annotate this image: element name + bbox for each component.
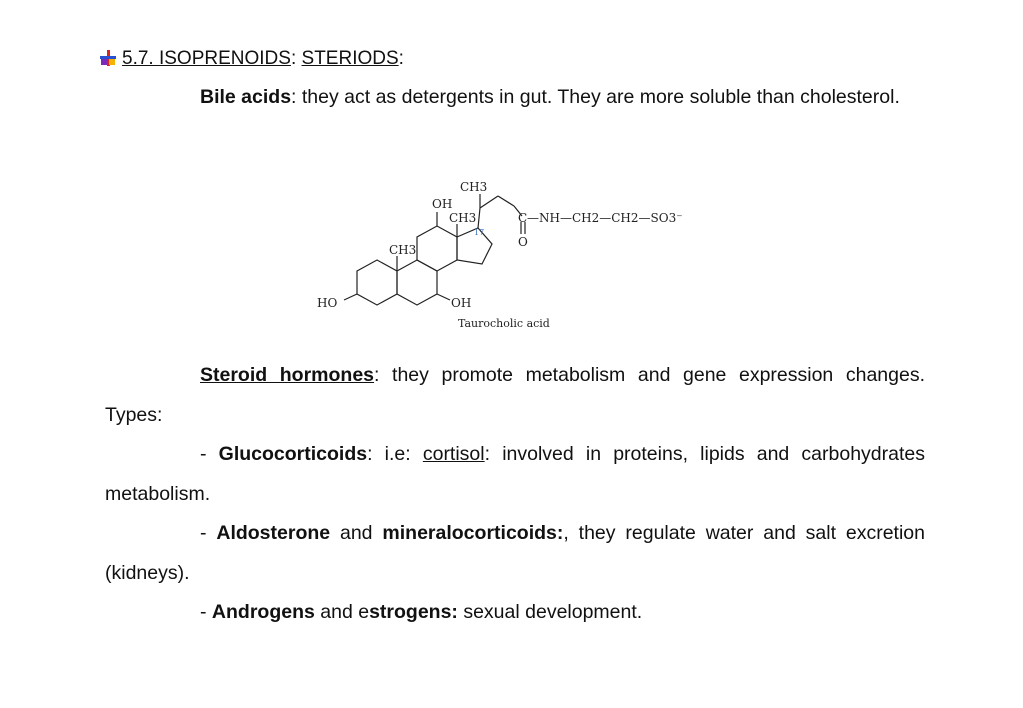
fig-label-ch3-c10: CH3 <box>389 243 417 257</box>
estrogens-term: strogens: <box>369 601 458 623</box>
androgens-term: Androgens <box>211 601 315 623</box>
heading-colon: : <box>398 48 404 69</box>
figure-caption: Taurocholic acid <box>458 317 550 330</box>
fig-label-ch3-top: CH3 <box>460 180 488 194</box>
steroid-hormones-paragraph <box>105 355 925 435</box>
cortisol-term: cortisol <box>422 443 485 465</box>
section-number-title: 5.7. ISOPRENOIDS <box>122 48 291 69</box>
aldosterone-term: Aldosterone <box>216 522 331 544</box>
androgens-dash: - <box>200 601 212 623</box>
aldosterone-paragraph <box>105 513 925 593</box>
fig-label-oh-c7: OH <box>451 296 472 310</box>
fig-label-carbonyl-c: C <box>518 211 528 225</box>
fig-label-carbonyl-o: O <box>518 235 528 249</box>
androgens-text: sexual development. <box>457 601 643 623</box>
taurocholic-acid-structure <box>310 176 710 336</box>
fig-label-oh-top: OH <box>432 197 453 211</box>
androgens-and: and e <box>314 601 370 623</box>
aldosterone-text: , they regulate water and salt excretion (kidneys). <box>105 522 925 584</box>
glucocorticoids-term: Glucocorticoids <box>218 443 368 465</box>
bile-acids-text: : they act as detergents in gut. They are more soluble than cholesterol. <box>291 86 900 108</box>
androgens-paragraph <box>105 592 925 632</box>
fig-label-side-chain: —NH—CH2—CH2—SO3⁻ <box>527 211 683 225</box>
glucocorticoids-ie: : i.e: <box>367 443 423 465</box>
fig-label-17: 17 <box>474 228 485 237</box>
section-topic: STERIODS <box>301 48 399 69</box>
section-heading <box>100 46 404 74</box>
bile-acids-term: Bile acids <box>200 86 292 108</box>
fig-label-ch3-c13: CH3 <box>449 211 477 225</box>
heading-separator: : <box>290 48 297 69</box>
glucocorticoids-text: : involved in proteins, lipids and carbohydrates metabolism. <box>105 443 925 505</box>
glucocorticoids-paragraph <box>105 434 925 514</box>
aldosterone-dash: - <box>200 522 217 544</box>
bile-acids-paragraph <box>105 77 925 117</box>
aldosterone-and: and <box>330 522 383 544</box>
bullet-icon <box>100 48 116 74</box>
glucocorticoids-dash: - <box>200 443 219 465</box>
steroid-hormones-term: Steroid hormones <box>200 364 375 386</box>
mineralocorticoids-term: mineralocorticoids: <box>382 522 564 544</box>
fig-label-ho: HO <box>317 296 338 310</box>
steroid-hormones-text: : they promote metabolism and gene expression changes. Types: <box>105 364 925 426</box>
